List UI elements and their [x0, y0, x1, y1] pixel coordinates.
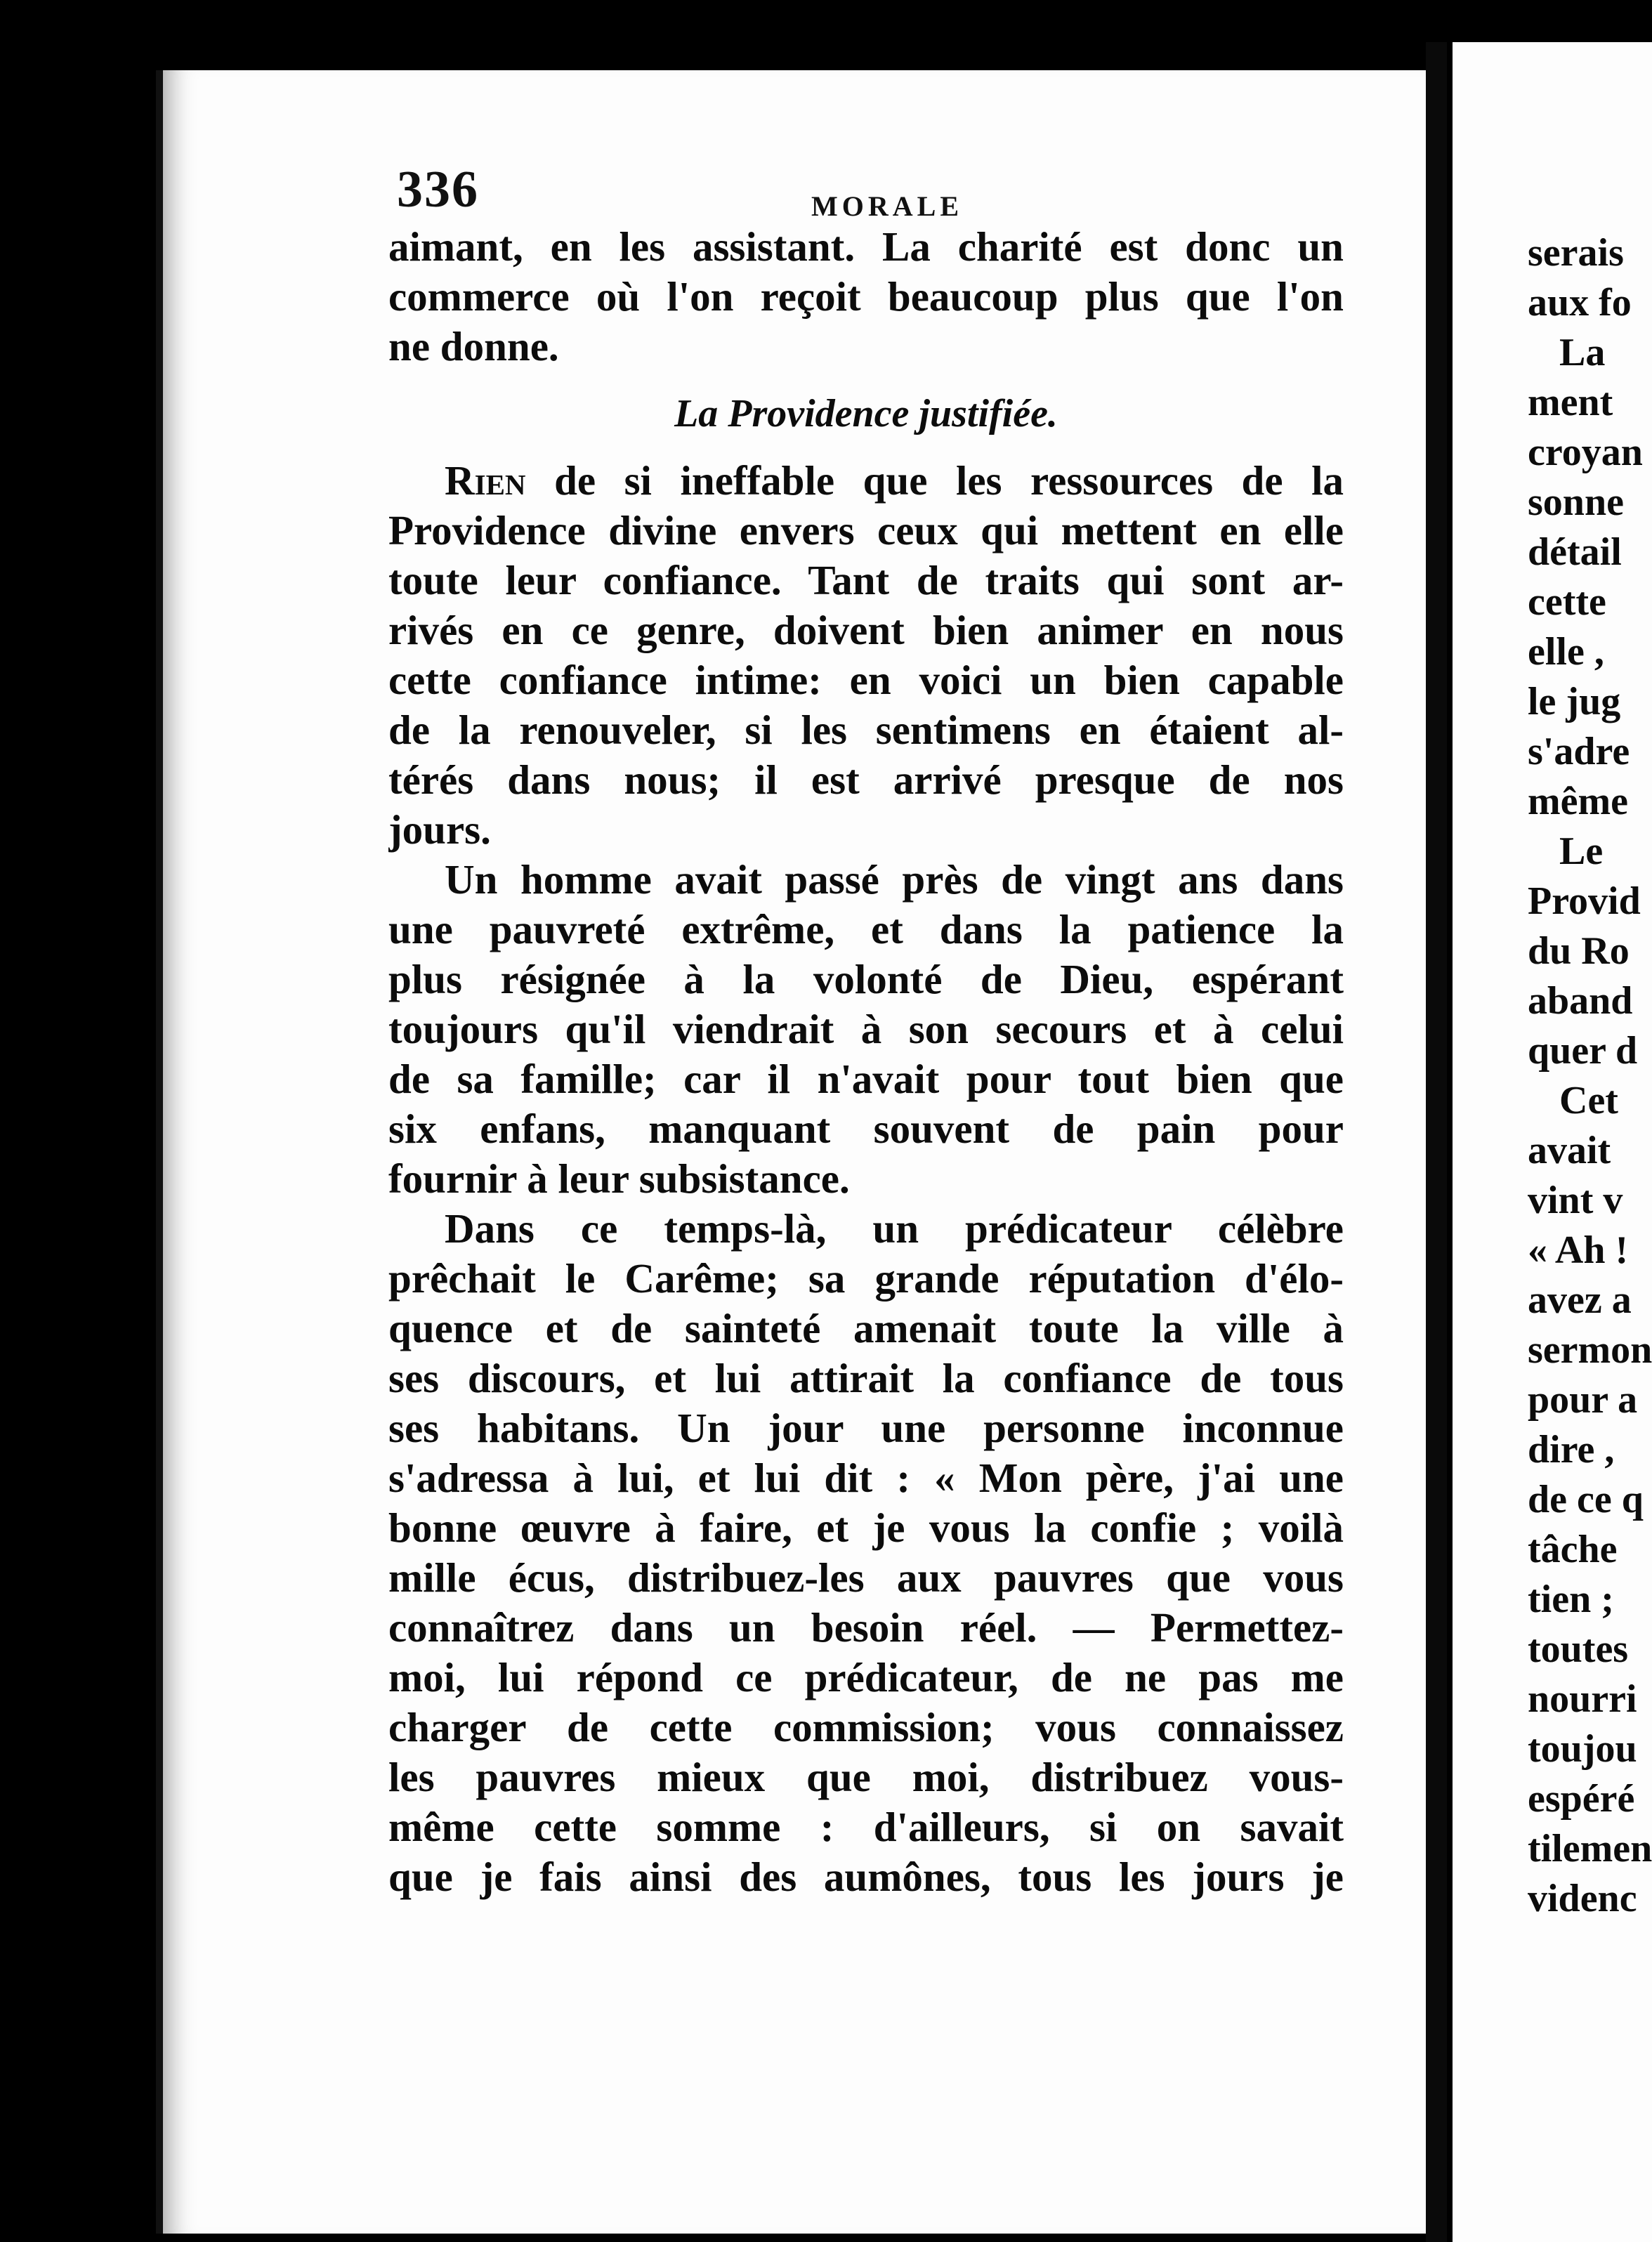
paragraph-first-line	[388, 456, 1344, 506]
text-line: jours.	[388, 806, 491, 853]
body-text	[388, 222, 1344, 1902]
right-page-line: aband	[1528, 979, 1633, 1023]
text-line: ne donne.	[388, 323, 559, 369]
text-line: mille écus, distribuez-les aux pauvres que vous	[388, 1554, 1344, 1601]
right-page-line: La	[1559, 331, 1606, 374]
right-page-line: tâche	[1528, 1528, 1618, 1571]
text-line: térés dans nous; il est arrivé presque de nos	[388, 756, 1344, 803]
right-page-line: Cet	[1559, 1079, 1618, 1122]
text-line: cette confiance intime: en voici un bien capable	[388, 657, 1344, 703]
right-page-line: cette	[1528, 580, 1606, 624]
right-page-line: sonne	[1528, 480, 1624, 524]
text-line: bonne œuvre à faire, et je vous la confie ; voilà	[388, 1504, 1344, 1551]
text-line: plus résignée à la volonté de Dieu, espérant	[388, 956, 1344, 1002]
text-line: commerce où l'on reçoit beaucoup plus que l'on	[388, 273, 1344, 320]
right-page-line: toutes	[1528, 1627, 1629, 1671]
text-line: de sa famille; car il n'avait pour tout bien que	[388, 1056, 1344, 1102]
right-page-line: tilemen	[1528, 1827, 1652, 1870]
right-page-line: Le	[1559, 830, 1604, 873]
right-page-line: « Ah !	[1528, 1228, 1629, 1272]
page-header	[397, 160, 1338, 223]
running-head: MORALE	[811, 190, 963, 222]
right-page-line: s'adre	[1528, 730, 1630, 773]
right-page-line: toujou	[1528, 1727, 1637, 1771]
right-page-line: sermon	[1528, 1328, 1652, 1372]
right-page-line: vint v	[1528, 1179, 1623, 1222]
book-gutter	[1426, 42, 1447, 2242]
right-page-line: avait	[1528, 1129, 1611, 1172]
text-line: Providence divine envers ceux qui mettent en elle	[388, 507, 1344, 553]
text-line: s'adressa à lui, et lui dit : « Mon père, j'ai une	[388, 1455, 1344, 1501]
right-page-line: détail	[1528, 530, 1622, 574]
text-line: toute leur confiance. Tant de traits qui sont ar-	[388, 557, 1344, 603]
text-line: rivés en ce genre, doivent bien animer en nous	[388, 607, 1344, 653]
right-page-line: de ce q	[1528, 1478, 1644, 1521]
right-page-line: avez a	[1528, 1278, 1632, 1322]
text-line: même cette somme : d'ailleurs, si on savait	[388, 1804, 1344, 1850]
text-line: connaîtrez dans un besoin réel. — Permettez-	[388, 1604, 1344, 1651]
text-line: fournir à leur subsistance.	[388, 1155, 850, 1202]
right-page-line: le jug	[1528, 680, 1621, 723]
text-line: ses discours, et lui attirait la confiance de tous	[388, 1355, 1344, 1401]
right-page-line: nourri	[1528, 1677, 1637, 1721]
right-page-line: tien ;	[1528, 1578, 1614, 1621]
right-page-text	[1528, 228, 1652, 1924]
right-page-line: Provid	[1528, 879, 1641, 923]
text-line: ses habitans. Un jour une personne inconnue	[388, 1405, 1344, 1451]
text-line: Un homme avait passé près de vingt ans dans	[445, 856, 1344, 903]
text-line: une pauvreté extrême, et dans la patience la	[388, 906, 1344, 952]
text-line: prêchait le Carême; sa grande réputation d'élo-	[388, 1255, 1344, 1302]
right-page-line: aux fo	[1528, 281, 1632, 324]
text-line: les pauvres mieux que moi, distribuez vous-	[388, 1754, 1344, 1800]
right-page-line: du Ro	[1528, 929, 1630, 973]
text-line: Dans ce temps-là, un prédicateur célèbre	[445, 1205, 1344, 1252]
text-line: de la renouveler, si les sentimens en étaient al-	[388, 707, 1344, 753]
right-page-line: elle ,	[1528, 630, 1604, 674]
right-page-line: dire ,	[1528, 1428, 1615, 1471]
right-page-line: ment	[1528, 381, 1613, 424]
text-line: quence et de sainteté amenait toute la ville à	[388, 1305, 1344, 1351]
right-page-line: espéré	[1528, 1777, 1635, 1821]
right-page-line: pour a	[1528, 1378, 1638, 1422]
text-span: de si ineffable que les ressources de la	[525, 457, 1344, 504]
right-page-line: croyan	[1528, 431, 1643, 474]
page-number: 336	[397, 161, 479, 218]
right-page-line: serais	[1528, 231, 1624, 275]
text-line: moi, lui répond ce prédicateur, de ne pas me	[388, 1654, 1344, 1700]
text-line: charger de cette commission; vous connaissez	[388, 1704, 1344, 1750]
text-line: aimant, en les assistant. La charité est donc un	[388, 223, 1344, 270]
text-line: six enfans, manquant souvent de pain pour	[388, 1106, 1344, 1152]
right-page-line: quer d	[1528, 1029, 1638, 1073]
drop-word: Rien	[445, 457, 526, 504]
right-page-line: videnc	[1528, 1877, 1637, 1920]
right-page-line: même	[1528, 780, 1629, 823]
section-heading: La Providence justifiée.	[674, 392, 1058, 435]
text-line: que je fais ainsi des aumônes, tous les jours je	[388, 1854, 1344, 1900]
text-line: toujours qu'il viendrait à son secours et à celui	[388, 1006, 1344, 1052]
